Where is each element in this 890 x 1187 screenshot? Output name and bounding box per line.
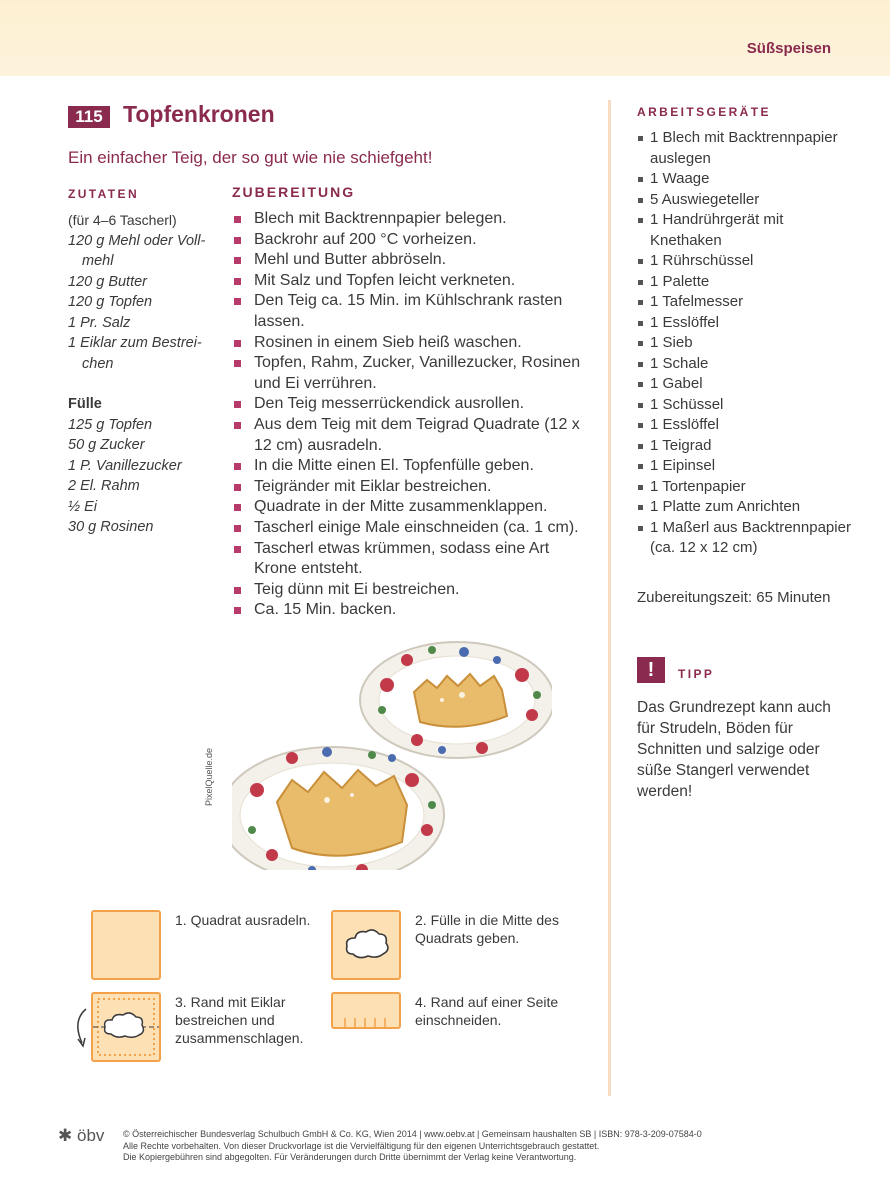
illustration-caption-1 bbox=[175, 911, 335, 929]
top-band bbox=[0, 0, 890, 76]
step-item: Tascherl einige Male einschneiden (ca. 1 cm). bbox=[232, 518, 592, 539]
step-item: Mit Salz und Topfen leicht verkneten. bbox=[232, 271, 592, 292]
caption-text: Quadrat ausradeln. bbox=[190, 912, 311, 928]
filling-illustration bbox=[331, 910, 401, 980]
recipe-subtitle: Ein einfacher Teig, der so gut wie nie schiefgeht! bbox=[68, 148, 433, 167]
ingredient-item-cont: mehl bbox=[82, 253, 114, 269]
filling-item: 30 g Rosinen bbox=[68, 519, 154, 535]
step-item: Den Teig messerrückendick ausrollen. bbox=[232, 394, 592, 415]
ingredient-item: 1 Eiklar zum Bestrei- bbox=[68, 335, 202, 351]
tip-heading: TIPP bbox=[678, 667, 715, 681]
filling-item: 50 g Zucker bbox=[68, 437, 145, 453]
ingredients-heading: ZUTATEN bbox=[68, 187, 140, 201]
filling-cloud-icon bbox=[333, 912, 399, 978]
publisher-logo bbox=[58, 1126, 104, 1146]
tool-item: 1 Platte zum Anrichten bbox=[637, 497, 852, 518]
tip-text: Das Grundrezept kann auch für Strudeln, Böden für Schnitten und salzige oder süße Stangerl verwendet werden! bbox=[637, 699, 831, 800]
filling-item: ½ Ei bbox=[68, 498, 98, 515]
section-label: Süßspeisen bbox=[746, 40, 831, 57]
tool-item: 1 Teigrad bbox=[637, 436, 852, 457]
tool-item: 5 Auswiegeteller bbox=[637, 190, 852, 211]
step-item: Teigränder mit Eiklar bestreichen. bbox=[232, 477, 592, 498]
preparation-time: Zubereitungszeit: 65 Minuten bbox=[637, 589, 831, 606]
caption-number: 3. bbox=[175, 994, 187, 1010]
logo-text: öbv bbox=[76, 1126, 105, 1145]
ingredient-item: 120 g Butter bbox=[68, 273, 147, 290]
square-illustration bbox=[91, 910, 161, 980]
ingredient-list bbox=[68, 210, 218, 538]
recipe-title: Topfenkronen bbox=[123, 101, 275, 127]
tool-item: 1 Schüssel bbox=[637, 395, 852, 416]
preparation-heading: ZUBEREITUNG bbox=[232, 184, 356, 200]
cut-edge-illustration bbox=[331, 992, 401, 1029]
tools-heading: ARBEITSGERÄTE bbox=[637, 105, 771, 119]
fold-arrow-icon bbox=[70, 1005, 92, 1050]
step-item: In die Mitte einen El. Topfenfülle geben. bbox=[232, 456, 592, 477]
cut-lines bbox=[333, 994, 399, 1027]
tool-item: 1 Tortenpapier bbox=[637, 477, 852, 498]
step-item: Teig dünn mit Ei bestreichen. bbox=[232, 580, 592, 601]
recipe-number: 115 bbox=[68, 106, 110, 128]
ingredient-item: 1 Pr. Salz bbox=[68, 314, 131, 331]
ingredient-item: 120 g Mehl oder Voll- bbox=[68, 232, 206, 249]
tool-item: 1 Gabel bbox=[637, 374, 852, 395]
tool-item: 1 Esslöffel bbox=[637, 415, 852, 436]
caption-number: 4. bbox=[415, 994, 427, 1010]
footer-line: © Österreichischer Bundesverlag Schulbuch GmbH & Co. KG, Wien 2014 | www.oebv.at | Gemeinsam haushalten SB | ISBN: 978-3-209-07584-0 bbox=[123, 1129, 702, 1139]
filling-item: 2 El. Rahm bbox=[68, 478, 140, 494]
ingredient-item: 120 g Topfen bbox=[68, 294, 153, 310]
caption-number: 1. bbox=[175, 912, 187, 928]
caption-text: Rand mit Eiklar bestreichen und zusammenschlagen. bbox=[175, 994, 304, 1046]
caption-text: Fülle in die Mitte des Quadrats geben. bbox=[415, 912, 559, 946]
footer-line: Alle Rechte vorbehalten. Von dieser Druckvorlage ist die Vervielfältigung für den eigenen Unterrichtsgebrauch gestattet. bbox=[123, 1140, 600, 1151]
step-item: Mehl und Butter abbröseln. bbox=[232, 250, 592, 271]
preparation-steps bbox=[232, 209, 592, 621]
fold-diagram bbox=[93, 994, 159, 1060]
tool-item: 1 Esslöffel bbox=[637, 313, 852, 334]
illustration-caption-4 bbox=[415, 993, 595, 1029]
step-item: Tascherl etwas krümmen, sodass eine Art Krone entsteht. bbox=[232, 539, 592, 580]
step-item: Backrohr auf 200 °C vorheizen. bbox=[232, 230, 592, 251]
filling-item: 1 P. Vanillezucker bbox=[68, 457, 182, 474]
tool-item: 1 Waage bbox=[637, 169, 852, 190]
step-item: Rosinen in einem Sieb heiß waschen. bbox=[232, 333, 592, 354]
step-item: Den Teig ca. 15 Min. im Kühlschrank rasten lassen. bbox=[232, 291, 592, 332]
pastry-photo bbox=[232, 630, 552, 870]
caption-text: Rand auf einer Seite einschneiden. bbox=[415, 994, 559, 1028]
asterisk-logo-icon: ✱ bbox=[58, 1126, 73, 1145]
tools-list bbox=[637, 128, 852, 559]
footer-line: Die Kopiergebühren sind abgegolten. Für Veränderungen durch Dritte übernimmt der Verlag keine Verantwortung. bbox=[123, 1152, 577, 1163]
step-item: Ca. 15 Min. backen. bbox=[232, 600, 592, 621]
tool-item: 1 Blech mit Backtrennpapier auslegen bbox=[637, 128, 852, 169]
tool-item: 1 Sieb bbox=[637, 333, 852, 354]
photo-credit: PixelQuelle.de bbox=[204, 747, 214, 806]
step-item: Aus dem Teig mit dem Teigrad Quadrate (12 x 12 cm) ausradeln. bbox=[232, 415, 592, 456]
filling-heading: Fülle bbox=[68, 396, 102, 412]
tool-item: 1 Maßerl aus Backtrennpapier (ca. 12 x 12 cm) bbox=[637, 518, 852, 559]
step-item: Quadrate in der Mitte zusammenklappen. bbox=[232, 497, 592, 518]
tip-exclamation-icon: ! bbox=[637, 657, 665, 683]
servings-note: (für 4–6 Tascherl) bbox=[68, 212, 177, 228]
tool-item: 1 Schale bbox=[637, 354, 852, 375]
step-item: Blech mit Backtrennpapier belegen. bbox=[232, 209, 592, 230]
tool-item: 1 Palette bbox=[637, 272, 852, 293]
step-item: Topfen, Rahm, Zucker, Vanillezucker, Rosinen und Ei verrühren. bbox=[232, 353, 592, 394]
fold-illustration bbox=[91, 992, 161, 1062]
tool-item: 1 Rührschüssel bbox=[637, 251, 852, 272]
caption-number: 2. bbox=[415, 912, 427, 928]
tool-item: 1 Eipinsel bbox=[637, 456, 852, 477]
illustration-caption-3 bbox=[175, 993, 345, 1047]
tool-item: 1 Handrührgerät mit Knethaken bbox=[637, 210, 852, 251]
filling-item: 125 g Topfen bbox=[68, 416, 153, 433]
copyright-footer bbox=[123, 1129, 843, 1164]
tool-item: 1 Tafelmesser bbox=[637, 292, 852, 313]
illustration-caption-2 bbox=[415, 911, 595, 947]
ingredient-item-cont: chen bbox=[82, 355, 114, 372]
column-divider bbox=[608, 100, 611, 1096]
